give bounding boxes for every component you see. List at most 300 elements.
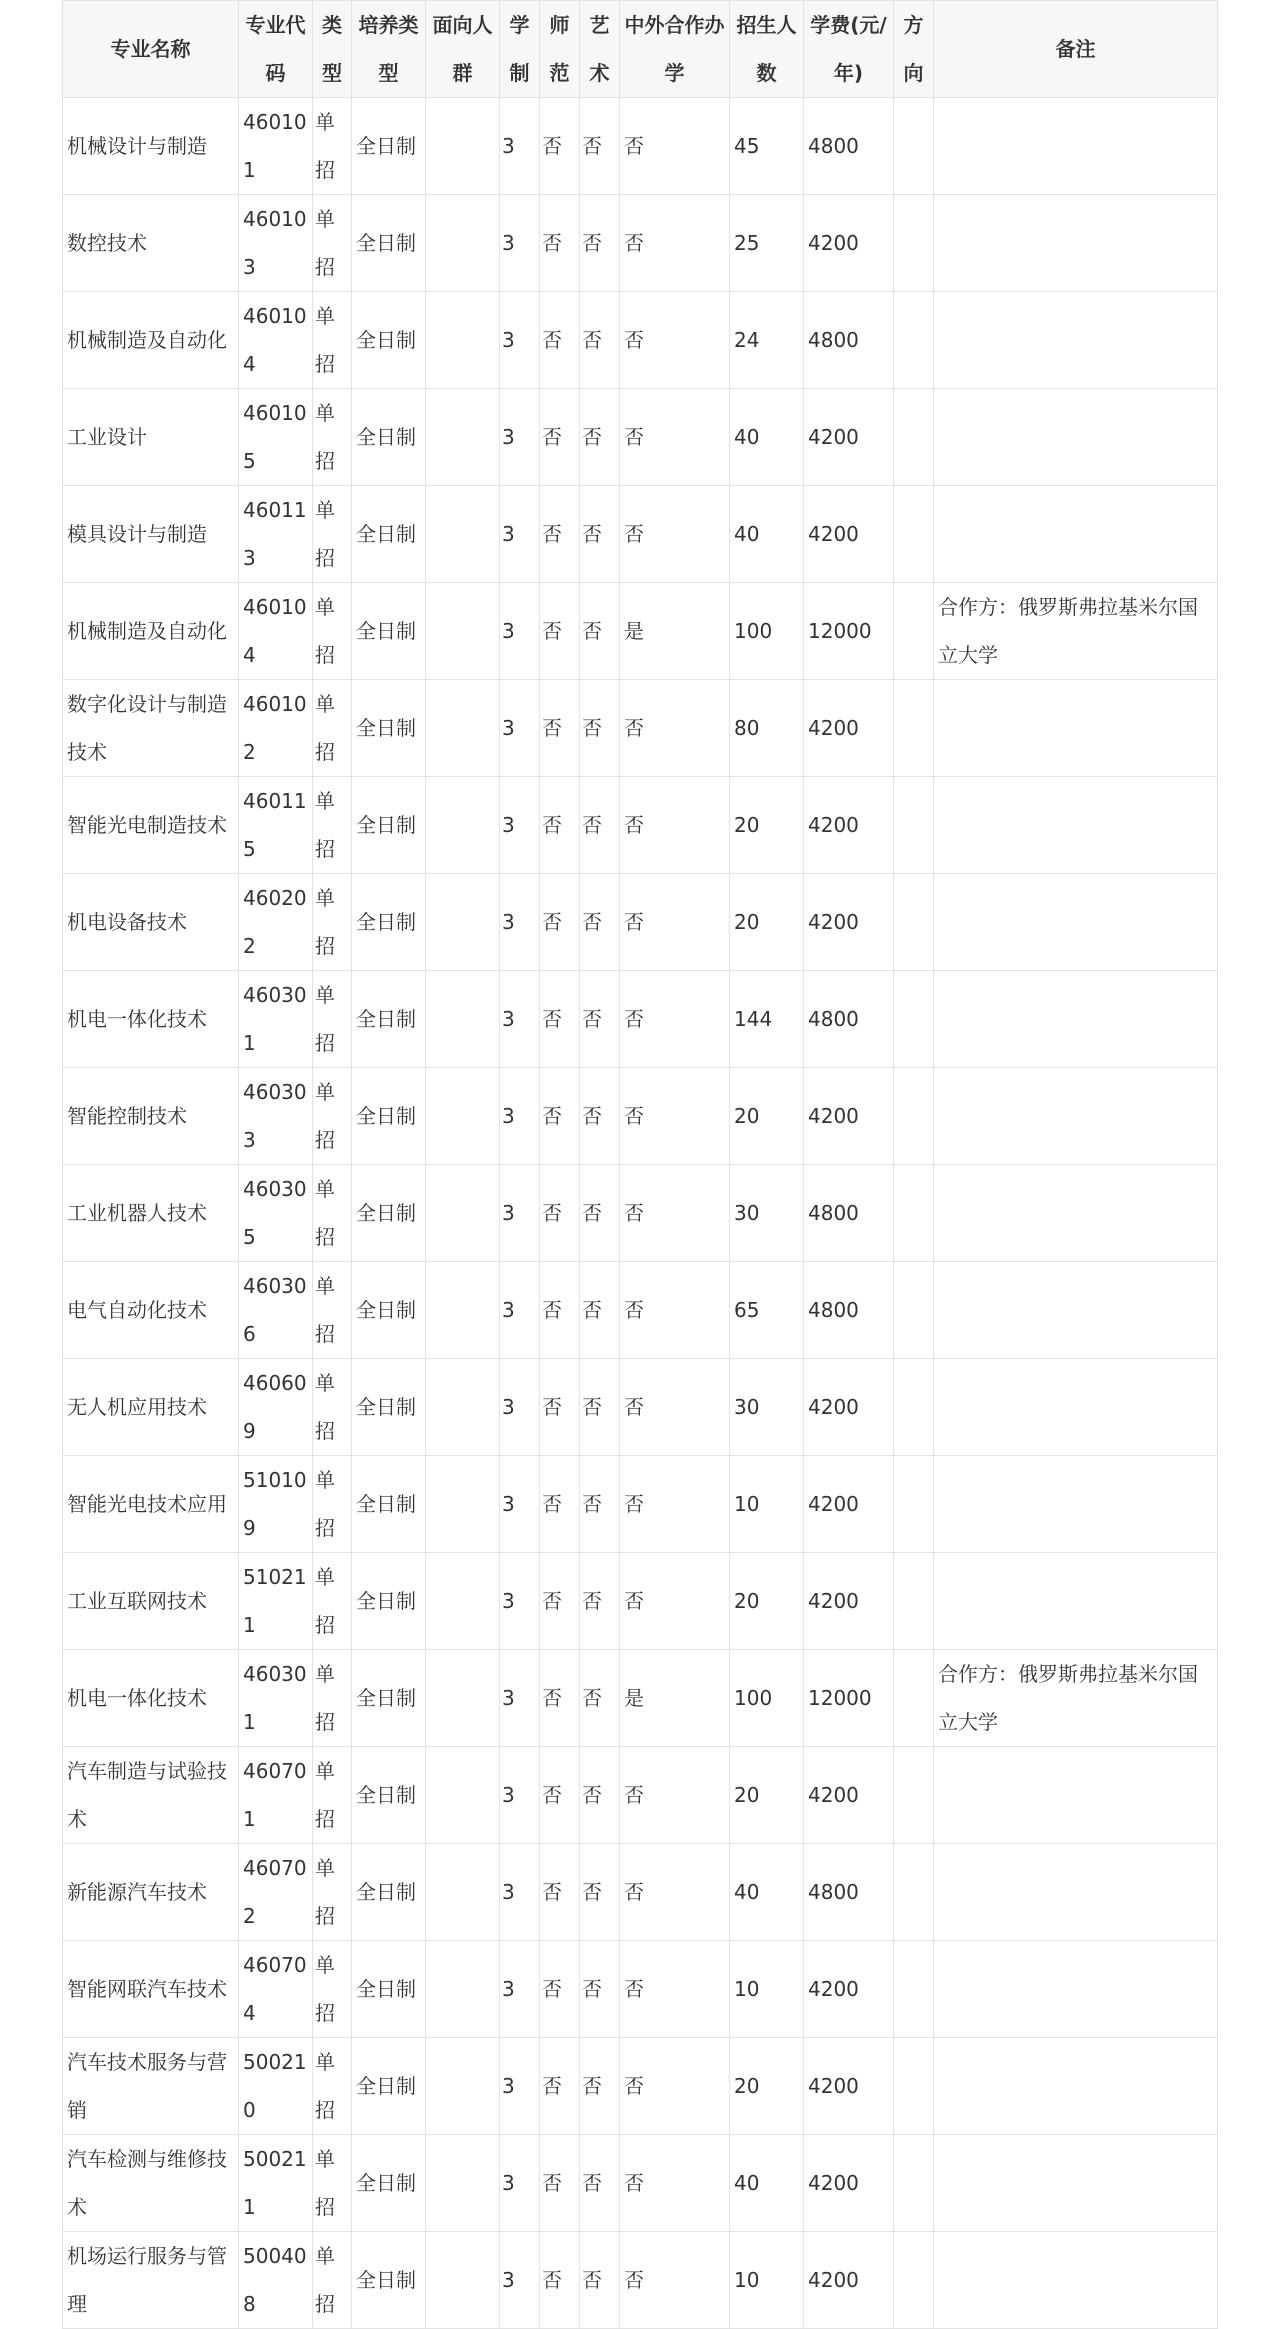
cell-duration: 3: [500, 971, 540, 1068]
cell-art: 否: [580, 1165, 620, 1262]
cell-training-type: 全日制: [352, 195, 426, 292]
cell-normal: 否: [540, 777, 580, 874]
cell-target-group: [426, 1262, 500, 1359]
cell-enrollment: 100: [730, 1650, 804, 1747]
cell-direction: [894, 1650, 934, 1747]
cell-direction: [894, 2135, 934, 2232]
table-row: [63, 874, 1218, 971]
cell-enrollment: 65: [730, 1262, 804, 1359]
cell-direction: [894, 292, 934, 389]
cell-training-type: 全日制: [352, 1359, 426, 1456]
cell-remarks: [934, 1747, 1218, 1844]
cell-duration: 3: [500, 2038, 540, 2135]
cell-major-code: 460103: [239, 195, 313, 292]
cell-type: 单招: [313, 292, 352, 389]
cell-normal: 否: [540, 1359, 580, 1456]
cell-normal: 否: [540, 971, 580, 1068]
cell-enrollment: 20: [730, 1747, 804, 1844]
cell-remarks: [934, 486, 1218, 583]
cell-normal: 否: [540, 1941, 580, 2038]
cell-type: 单招: [313, 1262, 352, 1359]
cell-art: 否: [580, 1553, 620, 1650]
cell-tuition: 4800: [804, 1262, 894, 1359]
cell-enrollment: 20: [730, 1553, 804, 1650]
cell-target-group: [426, 583, 500, 680]
cell-direction: [894, 1844, 934, 1941]
table-row: [63, 389, 1218, 486]
cell-normal: 否: [540, 1165, 580, 1262]
enrollment-table-container: [62, 0, 1218, 2329]
cell-training-type: 全日制: [352, 583, 426, 680]
cell-art: 否: [580, 195, 620, 292]
cell-art: 否: [580, 874, 620, 971]
cell-major-code: 460305: [239, 1165, 313, 1262]
cell-major-code: 510109: [239, 1456, 313, 1553]
cell-tuition: 4200: [804, 2038, 894, 2135]
cell-art: 否: [580, 292, 620, 389]
cell-joint-program: 否: [620, 486, 730, 583]
cell-remarks: [934, 2135, 1218, 2232]
cell-major-name: 机械设计与制造: [63, 98, 239, 195]
cell-major-code: 460609: [239, 1359, 313, 1456]
cell-duration: 3: [500, 2135, 540, 2232]
cell-duration: 3: [500, 1553, 540, 1650]
cell-major-name: 机电一体化技术: [63, 1650, 239, 1747]
cell-remarks: [934, 98, 1218, 195]
cell-target-group: [426, 1456, 500, 1553]
cell-normal: 否: [540, 2232, 580, 2329]
cell-target-group: [426, 2135, 500, 2232]
cell-major-name: 模具设计与制造: [63, 486, 239, 583]
cell-art: 否: [580, 486, 620, 583]
cell-art: 否: [580, 1844, 620, 1941]
cell-duration: 3: [500, 777, 540, 874]
cell-type: 单招: [313, 2038, 352, 2135]
cell-enrollment: 20: [730, 777, 804, 874]
cell-type: 单招: [313, 1165, 352, 1262]
cell-training-type: 全日制: [352, 971, 426, 1068]
cell-normal: 否: [540, 292, 580, 389]
cell-tuition: 4200: [804, 486, 894, 583]
cell-normal: 否: [540, 1747, 580, 1844]
cell-direction: [894, 2038, 934, 2135]
cell-joint-program: 否: [620, 195, 730, 292]
cell-target-group: [426, 1844, 500, 1941]
cell-art: 否: [580, 1456, 620, 1553]
cell-major-name: 数控技术: [63, 195, 239, 292]
cell-target-group: [426, 1553, 500, 1650]
cell-art: 否: [580, 1262, 620, 1359]
cell-enrollment: 45: [730, 98, 804, 195]
cell-direction: [894, 1068, 934, 1165]
cell-major-name: 汽车制造与试验技术: [63, 1747, 239, 1844]
cell-type: 单招: [313, 195, 352, 292]
cell-target-group: [426, 971, 500, 1068]
cell-training-type: 全日制: [352, 1650, 426, 1747]
cell-art: 否: [580, 2135, 620, 2232]
cell-tuition: 4800: [804, 292, 894, 389]
cell-training-type: 全日制: [352, 2135, 426, 2232]
cell-enrollment: 20: [730, 874, 804, 971]
cell-training-type: 全日制: [352, 1165, 426, 1262]
table-row: [63, 2232, 1218, 2329]
cell-art: 否: [580, 1747, 620, 1844]
cell-remarks: [934, 1844, 1218, 1941]
cell-art: 否: [580, 1941, 620, 2038]
cell-direction: [894, 98, 934, 195]
cell-art: 否: [580, 971, 620, 1068]
cell-type: 单招: [313, 98, 352, 195]
cell-remarks: 合作方：俄罗斯弗拉基米尔国立大学: [934, 1650, 1218, 1747]
cell-normal: 否: [540, 1456, 580, 1553]
header-tuition: 学费(元/年): [804, 1, 894, 98]
cell-major-code: 460301: [239, 971, 313, 1068]
cell-tuition: 4800: [804, 98, 894, 195]
cell-normal: 否: [540, 874, 580, 971]
header-joint-program: 中外合作办学: [620, 1, 730, 98]
cell-joint-program: 否: [620, 777, 730, 874]
cell-target-group: [426, 1359, 500, 1456]
cell-duration: 3: [500, 874, 540, 971]
cell-target-group: [426, 874, 500, 971]
cell-duration: 3: [500, 680, 540, 777]
cell-major-name: 机械制造及自动化: [63, 292, 239, 389]
cell-remarks: [934, 1165, 1218, 1262]
cell-major-code: 460702: [239, 1844, 313, 1941]
cell-duration: 3: [500, 389, 540, 486]
cell-enrollment: 20: [730, 2038, 804, 2135]
cell-tuition: 4200: [804, 680, 894, 777]
header-art: 艺术: [580, 1, 620, 98]
table-row: [63, 1165, 1218, 1262]
cell-normal: 否: [540, 195, 580, 292]
cell-type: 单招: [313, 971, 352, 1068]
cell-direction: [894, 1747, 934, 1844]
cell-joint-program: 否: [620, 2135, 730, 2232]
header-direction: 方向: [894, 1, 934, 98]
cell-type: 单招: [313, 583, 352, 680]
cell-art: 否: [580, 1650, 620, 1747]
cell-major-name: 汽车检测与维修技术: [63, 2135, 239, 2232]
cell-major-code: 460115: [239, 777, 313, 874]
cell-major-name: 数字化设计与制造技术: [63, 680, 239, 777]
cell-target-group: [426, 1165, 500, 1262]
cell-tuition: 4200: [804, 389, 894, 486]
cell-target-group: [426, 389, 500, 486]
cell-enrollment: 40: [730, 2135, 804, 2232]
cell-art: 否: [580, 680, 620, 777]
cell-joint-program: 否: [620, 1456, 730, 1553]
cell-remarks: [934, 971, 1218, 1068]
cell-training-type: 全日制: [352, 389, 426, 486]
cell-joint-program: 否: [620, 2038, 730, 2135]
cell-art: 否: [580, 389, 620, 486]
cell-joint-program: 否: [620, 1553, 730, 1650]
cell-type: 单招: [313, 1747, 352, 1844]
cell-normal: 否: [540, 583, 580, 680]
cell-normal: 否: [540, 1068, 580, 1165]
cell-remarks: [934, 2232, 1218, 2329]
cell-direction: [894, 583, 934, 680]
cell-tuition: 4200: [804, 1941, 894, 2038]
cell-duration: 3: [500, 1941, 540, 2038]
table-row: [63, 1456, 1218, 1553]
table-row: [63, 486, 1218, 583]
cell-enrollment: 144: [730, 971, 804, 1068]
cell-joint-program: 否: [620, 1747, 730, 1844]
cell-tuition: 4800: [804, 971, 894, 1068]
cell-direction: [894, 1359, 934, 1456]
header-training-type: 培养类型: [352, 1, 426, 98]
cell-major-code: 460301: [239, 1650, 313, 1747]
cell-major-code: 460701: [239, 1747, 313, 1844]
cell-target-group: [426, 2038, 500, 2135]
cell-duration: 3: [500, 292, 540, 389]
cell-enrollment: 10: [730, 1941, 804, 2038]
header-duration: 学制: [500, 1, 540, 98]
cell-joint-program: 否: [620, 292, 730, 389]
cell-target-group: [426, 2232, 500, 2329]
cell-target-group: [426, 292, 500, 389]
cell-remarks: [934, 292, 1218, 389]
cell-art: 否: [580, 777, 620, 874]
cell-remarks: [934, 389, 1218, 486]
cell-major-name: 机电设备技术: [63, 874, 239, 971]
enrollment-table: [62, 0, 1218, 2329]
cell-major-code: 460101: [239, 98, 313, 195]
cell-enrollment: 40: [730, 486, 804, 583]
table-row: [63, 1359, 1218, 1456]
cell-normal: 否: [540, 1262, 580, 1359]
table-row: [63, 777, 1218, 874]
cell-type: 单招: [313, 1068, 352, 1165]
cell-tuition: 4200: [804, 2135, 894, 2232]
cell-type: 单招: [313, 777, 352, 874]
cell-tuition: 4200: [804, 1359, 894, 1456]
cell-remarks: [934, 777, 1218, 874]
cell-normal: 否: [540, 98, 580, 195]
cell-duration: 3: [500, 2232, 540, 2329]
cell-duration: 3: [500, 1747, 540, 1844]
table-row: [63, 98, 1218, 195]
cell-joint-program: 否: [620, 1262, 730, 1359]
table-row: [63, 1747, 1218, 1844]
table-row: [63, 2135, 1218, 2232]
cell-enrollment: 100: [730, 583, 804, 680]
cell-type: 单招: [313, 486, 352, 583]
cell-type: 单招: [313, 2135, 352, 2232]
table-row: [63, 1068, 1218, 1165]
cell-major-code: 510211: [239, 1553, 313, 1650]
cell-training-type: 全日制: [352, 1941, 426, 2038]
cell-joint-program: 否: [620, 1359, 730, 1456]
cell-duration: 3: [500, 1456, 540, 1553]
cell-major-code: 460113: [239, 486, 313, 583]
cell-target-group: [426, 486, 500, 583]
header-type: 类型: [313, 1, 352, 98]
cell-art: 否: [580, 2232, 620, 2329]
cell-direction: [894, 2232, 934, 2329]
header-normal: 师范: [540, 1, 580, 98]
cell-direction: [894, 1165, 934, 1262]
cell-major-code: 460104: [239, 292, 313, 389]
cell-tuition: 4200: [804, 2232, 894, 2329]
cell-type: 单招: [313, 1359, 352, 1456]
cell-type: 单招: [313, 2232, 352, 2329]
cell-tuition: 4200: [804, 195, 894, 292]
cell-direction: [894, 1262, 934, 1359]
cell-duration: 3: [500, 1262, 540, 1359]
cell-enrollment: 25: [730, 195, 804, 292]
cell-art: 否: [580, 583, 620, 680]
cell-major-name: 智能光电制造技术: [63, 777, 239, 874]
cell-enrollment: 10: [730, 2232, 804, 2329]
cell-type: 单招: [313, 1844, 352, 1941]
cell-duration: 3: [500, 583, 540, 680]
cell-major-name: 工业机器人技术: [63, 1165, 239, 1262]
cell-target-group: [426, 1068, 500, 1165]
cell-remarks: [934, 1068, 1218, 1165]
cell-direction: [894, 1456, 934, 1553]
cell-remarks: [934, 680, 1218, 777]
table-row: [63, 1650, 1218, 1747]
cell-training-type: 全日制: [352, 98, 426, 195]
cell-type: 单招: [313, 389, 352, 486]
cell-type: 单招: [313, 1553, 352, 1650]
cell-tuition: 4200: [804, 1553, 894, 1650]
table-row: [63, 1262, 1218, 1359]
cell-training-type: 全日制: [352, 2232, 426, 2329]
cell-target-group: [426, 1941, 500, 2038]
cell-remarks: [934, 1941, 1218, 2038]
cell-joint-program: 是: [620, 583, 730, 680]
cell-major-code: 460102: [239, 680, 313, 777]
cell-enrollment: 40: [730, 1844, 804, 1941]
cell-direction: [894, 1941, 934, 2038]
cell-direction: [894, 195, 934, 292]
cell-training-type: 全日制: [352, 1553, 426, 1650]
cell-tuition: 4200: [804, 1068, 894, 1165]
cell-duration: 3: [500, 1068, 540, 1165]
cell-target-group: [426, 195, 500, 292]
cell-major-name: 机电一体化技术: [63, 971, 239, 1068]
cell-enrollment: 10: [730, 1456, 804, 1553]
cell-target-group: [426, 98, 500, 195]
table-header: [63, 1, 1218, 98]
table-row: [63, 1553, 1218, 1650]
cell-enrollment: 30: [730, 1165, 804, 1262]
cell-major-name: 机场运行服务与管理: [63, 2232, 239, 2329]
cell-type: 单招: [313, 1456, 352, 1553]
cell-enrollment: 30: [730, 1359, 804, 1456]
table-row: [63, 1941, 1218, 2038]
cell-training-type: 全日制: [352, 1456, 426, 1553]
table-row: [63, 680, 1218, 777]
table-body: [63, 98, 1218, 2329]
cell-training-type: 全日制: [352, 680, 426, 777]
cell-direction: [894, 971, 934, 1068]
cell-target-group: [426, 1747, 500, 1844]
header-enrollment: 招生人数: [730, 1, 804, 98]
cell-major-code: 460306: [239, 1262, 313, 1359]
cell-training-type: 全日制: [352, 486, 426, 583]
cell-direction: [894, 486, 934, 583]
cell-joint-program: 否: [620, 1165, 730, 1262]
cell-target-group: [426, 1650, 500, 1747]
cell-direction: [894, 680, 934, 777]
cell-normal: 否: [540, 2038, 580, 2135]
cell-training-type: 全日制: [352, 1844, 426, 1941]
cell-remarks: [934, 1262, 1218, 1359]
cell-duration: 3: [500, 1650, 540, 1747]
cell-tuition: 12000: [804, 583, 894, 680]
cell-tuition: 4200: [804, 1747, 894, 1844]
cell-art: 否: [580, 1359, 620, 1456]
cell-duration: 3: [500, 1844, 540, 1941]
cell-major-name: 智能控制技术: [63, 1068, 239, 1165]
cell-target-group: [426, 680, 500, 777]
cell-remarks: 合作方：俄罗斯弗拉基米尔国立大学: [934, 583, 1218, 680]
cell-normal: 否: [540, 1650, 580, 1747]
cell-target-group: [426, 777, 500, 874]
table-row: [63, 2038, 1218, 2135]
cell-training-type: 全日制: [352, 1068, 426, 1165]
cell-major-name: 汽车技术服务与营销: [63, 2038, 239, 2135]
header-major-name: 专业名称: [63, 1, 239, 98]
cell-normal: 否: [540, 680, 580, 777]
header-target-group: 面向人群: [426, 1, 500, 98]
cell-major-name: 智能网联汽车技术: [63, 1941, 239, 2038]
cell-enrollment: 80: [730, 680, 804, 777]
cell-major-code: 460105: [239, 389, 313, 486]
cell-major-name: 工业设计: [63, 389, 239, 486]
cell-training-type: 全日制: [352, 1262, 426, 1359]
cell-duration: 3: [500, 195, 540, 292]
table-row: [63, 292, 1218, 389]
cell-type: 单招: [313, 874, 352, 971]
cell-normal: 否: [540, 486, 580, 583]
cell-tuition: 4200: [804, 1456, 894, 1553]
cell-training-type: 全日制: [352, 777, 426, 874]
cell-art: 否: [580, 2038, 620, 2135]
cell-major-name: 无人机应用技术: [63, 1359, 239, 1456]
cell-tuition: 4800: [804, 1165, 894, 1262]
table-row: [63, 971, 1218, 1068]
cell-tuition: 12000: [804, 1650, 894, 1747]
cell-type: 单招: [313, 1941, 352, 2038]
cell-direction: [894, 389, 934, 486]
cell-remarks: [934, 195, 1218, 292]
header-remarks: 备注: [934, 1, 1218, 98]
cell-type: 单招: [313, 1650, 352, 1747]
cell-joint-program: 否: [620, 1844, 730, 1941]
cell-joint-program: 否: [620, 389, 730, 486]
cell-duration: 3: [500, 1359, 540, 1456]
cell-art: 否: [580, 98, 620, 195]
cell-major-name: 工业互联网技术: [63, 1553, 239, 1650]
cell-direction: [894, 874, 934, 971]
header-major-code: 专业代码: [239, 1, 313, 98]
cell-joint-program: 否: [620, 1941, 730, 2038]
cell-normal: 否: [540, 1844, 580, 1941]
cell-direction: [894, 777, 934, 874]
cell-major-code: 500211: [239, 2135, 313, 2232]
cell-major-name: 机械制造及自动化: [63, 583, 239, 680]
table-row: [63, 1844, 1218, 1941]
cell-enrollment: 24: [730, 292, 804, 389]
cell-duration: 3: [500, 486, 540, 583]
cell-major-code: 500408: [239, 2232, 313, 2329]
